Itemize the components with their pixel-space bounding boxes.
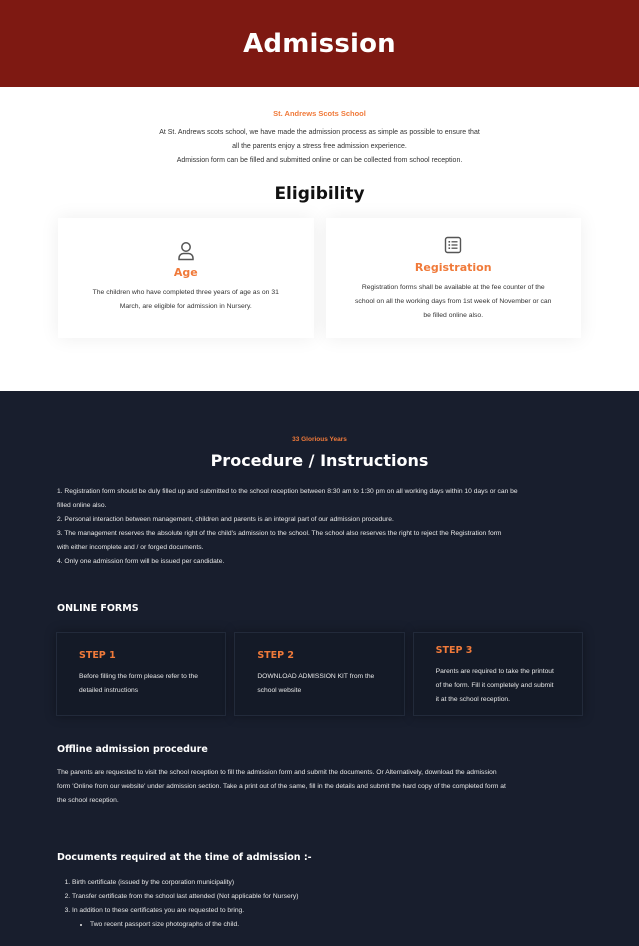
school-name: St. Andrews Scots School xyxy=(273,109,366,118)
registration-text-2: school on all the working days from 1st week of November or can xyxy=(355,298,552,305)
page-title: Admission xyxy=(243,28,396,59)
step-1-text-2: detailed instructions xyxy=(79,687,139,694)
procedure-line: 4. Only one admission form will be issued per candidate. xyxy=(57,558,225,565)
step-2-text-1: DOWNLOAD ADMISSION KIT from the xyxy=(257,673,375,680)
user-icon xyxy=(58,241,314,263)
list-item: 3. In addition to these certificates you are requested to bring. xyxy=(72,904,639,918)
step-1-text-1: Before filling the form please refer to the xyxy=(79,673,198,680)
documents-title: Documents required at the time of admission :- xyxy=(57,852,312,863)
eligibility-title: Eligibility xyxy=(274,184,365,204)
intro-section xyxy=(0,87,639,168)
procedure-line: 2. Personal interaction between management, children and parents is an integral part of our admission procedure. xyxy=(57,516,394,523)
step-cards xyxy=(0,632,639,716)
procedure-section xyxy=(0,391,639,946)
procedure-list xyxy=(0,485,639,569)
intro-line-2: all the parents enjoy a stress free admission experience. xyxy=(232,143,407,150)
procedure-line: with either incomplete and / or forged documents. xyxy=(57,544,204,551)
offline-line: form 'Online from our website' under admission section. Take a print out of the same, fill in the details and submit the hard copy of the completed form at xyxy=(57,783,506,790)
procedure-line: 3. The management reserves the absolute right of the child's admission to the school. The school also reserves the right to reject the Registration form xyxy=(57,530,502,537)
step-3-text-3: it at the school reception. xyxy=(435,696,511,703)
registration-title: Registration xyxy=(414,261,492,274)
offline-text xyxy=(0,766,639,808)
step-2-title: STEP 2 xyxy=(257,650,295,661)
list-item: • Two recent passport size photographs of the child. xyxy=(90,918,639,932)
step-3-card xyxy=(413,632,583,716)
intro-line-1: At St. Andrews scots school, we have made the admission process as simple as possible to ensure that xyxy=(159,129,480,136)
step-2-text-2: school website xyxy=(257,687,302,694)
offline-line: The parents are requested to visit the school reception to fill the admission form and submit the documents. Or Alternatively, download the admission xyxy=(57,769,497,776)
list-item: 2. Transfer certificate from the school last attended (Not applicable for Nursery) xyxy=(72,890,639,904)
procedure-line: filled online also. xyxy=(57,502,107,509)
years-kicker: 33 Glorious Years xyxy=(292,436,347,443)
age-title: Age xyxy=(173,266,198,279)
list-icon xyxy=(326,236,582,258)
procedure-line: 1. Registration form should be duly filled up and submitted to the school reception between 8:30 am to 1:30 pm on all working days within 10 days or can be xyxy=(57,488,518,495)
online-forms-title: ONLINE FORMS xyxy=(57,603,139,614)
step-3-text-1: Parents are required to take the printout xyxy=(435,668,554,675)
step-2-card xyxy=(234,632,404,716)
offline-line: the school reception. xyxy=(57,797,119,804)
registration-card xyxy=(326,218,582,338)
step-1-title: STEP 1 xyxy=(79,650,116,661)
documents-list xyxy=(0,876,639,932)
age-card xyxy=(58,218,314,338)
list-item: 1. Birth certificate (issued by the corporation municipality) xyxy=(72,876,639,890)
step-1-card xyxy=(56,632,226,716)
step-3-title: STEP 3 xyxy=(435,645,473,656)
procedure-title: Procedure / Instructions xyxy=(210,451,429,470)
step-3-text-2: of the form. Fill it completely and submit xyxy=(435,682,554,689)
age-text-1: The children who have completed three years of age as on 31 xyxy=(92,289,279,296)
registration-text-3: be filled online also. xyxy=(423,312,484,319)
hero-banner xyxy=(0,0,639,87)
registration-text-1: Registration forms shall be available at the fee counter of the xyxy=(361,284,545,291)
intro-line-3: Admission form can be filled and submitted online or can be collected from school reception. xyxy=(176,157,463,164)
age-text-2: March, are eligible for admission in Nursery. xyxy=(119,303,252,310)
offline-title: Offline admission procedure xyxy=(57,744,208,755)
eligibility-cards xyxy=(0,218,639,338)
